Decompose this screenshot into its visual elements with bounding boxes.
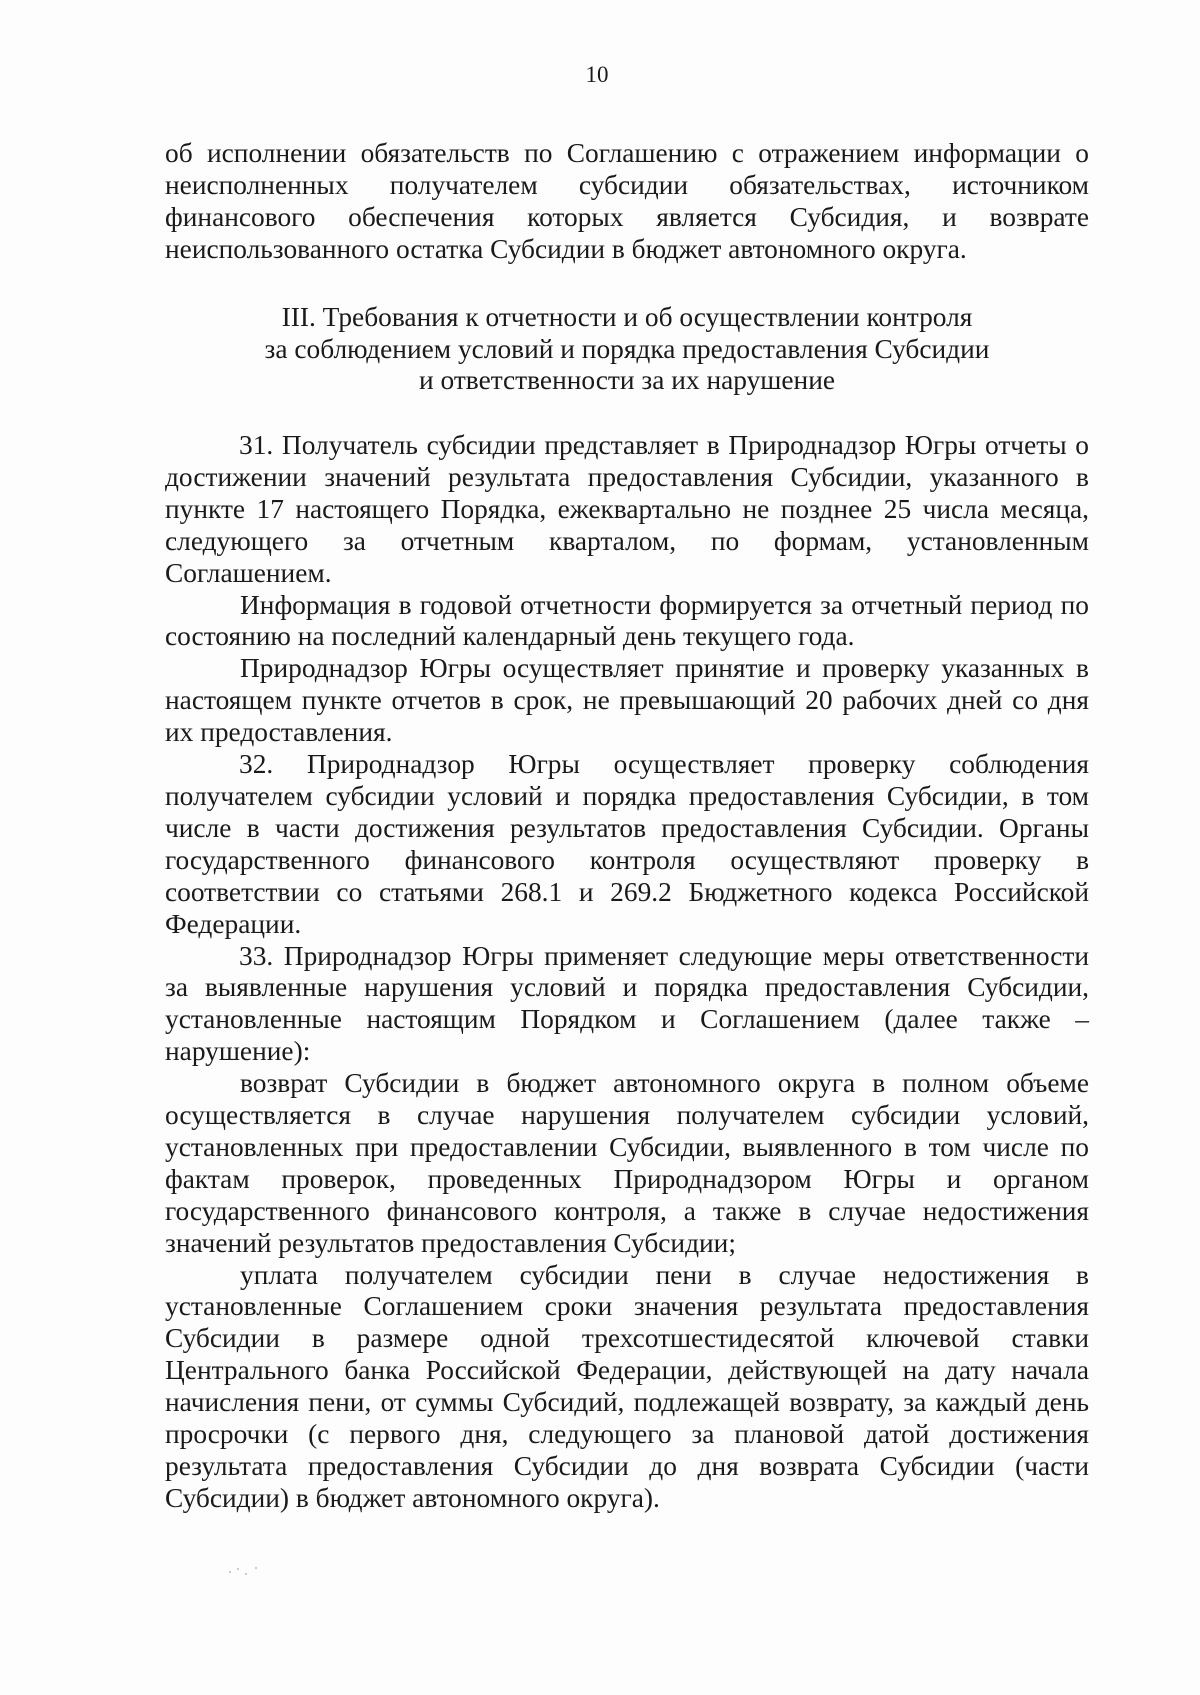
paragraph-31: 31. Получатель субсидии представляет в Природнадзор Югры отчеты о достижении значений результата предоставления Субсидии, указанного в пункте 17 настоящего Порядка, ежеквартально не позднее 25 числа месяца, следующего за отчетным кварталом, по формам, установленным Соглашением. — [165, 430, 1089, 588]
paragraph-report-review: Природнадзор Югры осуществляет принятие и проверку указанных в настоящем пункте отчетов в срок, не превышающий 20 рабочих дней со дня их предоставления. — [165, 653, 1089, 748]
intro-paragraph: об исполнении обязательств по Соглашению с отражением информации о неисполненных получателем субсидии обязательствах, источником финансового обеспечения которых является Субсидия, и возврате неиспользованного остатка Субсидии в бюджет автономного округа. — [165, 138, 1089, 264]
intro-block — [165, 138, 1089, 266]
paragraph-annual-reporting: Информация в годовой отчетности формируется за отчетный период по состоянию на последний календарный день текущего года. — [165, 589, 1089, 652]
section-heading-line-1: III. Требования к отчетности и об осуществлении контроля — [281, 302, 973, 332]
section-heading-line-3: и ответственности за их нарушение — [418, 365, 836, 395]
section-heading — [165, 302, 1089, 397]
scan-noise — [225, 1565, 285, 1585]
paragraph-subsidy-return: возврат Субсидии в бюджет автономного округа в полном объеме осуществляется в случае нарушения получателем субсидии условий, установленных при предоставлении Субсидии, выявленного в том числе по фактам проверок, проведенных Природнадзором Югры и органом государственного финансового контроля, а также в случае недостижения значений результатов предоставления Субсидии; — [165, 1068, 1089, 1258]
section-heading-line-2: за соблюдением условий и порядка предоставления Субсидии — [264, 333, 990, 364]
paragraph-33: 33. Природнадзор Югры применяет следующие меры ответственности за выявленные нарушения условий и порядка предоставления Субсидии, установленные настоящим Порядком и Соглашением (далее также – нарушение): — [165, 940, 1089, 1067]
paragraph-penalty: уплата получателем субсидии пени в случае недостижения в установленные Соглашением сроки значения результата предоставления Субсидии в размере одной трехсотшестидесятой ключевой ставки Центрального банка Российской Федерации, действующей на дату начала начисления пени, от суммы Субсидий, подлежащей возврату, за каждый день просрочки (с первого дня, следующего за плановой датой достижения результата предоставления Субсидии до дня возврата Субсидии (части Субсидии) в бюджет автономного округа). — [165, 1259, 1089, 1513]
main-text-block — [165, 430, 1089, 1515]
page-number: 10 — [585, 62, 609, 87]
paragraph-32: 32. Природнадзор Югры осуществляет проверку соблюдения получателем субсидии условий и порядка предоставления Субсидии, в том числе в части достижения результатов предоставления Субсидии. Органы государственного финансового контроля осуществляют проверку в соответствии со статьями 268.1 и 269.2 Бюджетного кодекса Российской Федерации. — [165, 749, 1089, 939]
